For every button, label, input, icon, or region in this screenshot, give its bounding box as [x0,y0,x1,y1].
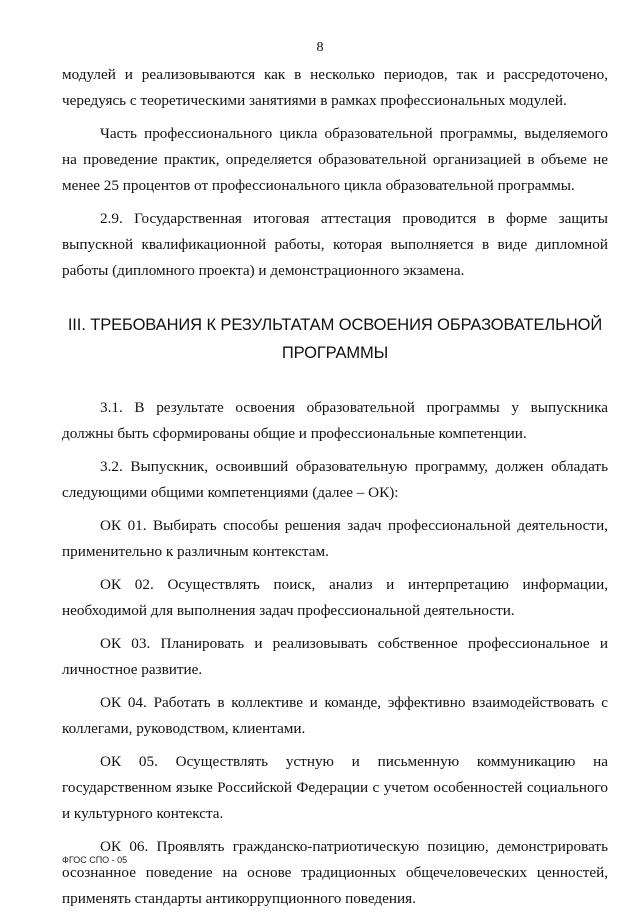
paragraph-3-2: 3.2. Выпускник, освоивший образовательную программу, должен обладать следующими общими компетенциями (далее – ОК): [62,458,608,501]
competency-ok-01: ОК 01. Выбирать способы решения задач профессиональной деятельности, применительно к различным контекстам. [62,517,608,560]
competency-ok-05: ОК 05. Осуществлять устную и письменную коммуникацию на государственном языке Российской Федерации с учетом особенностей социального и культурного контекста. [62,753,608,822]
page-number: 8 [316,40,324,55]
section-heading-line1: III. ТРЕБОВАНИЯ К РЕЗУЛЬТАТАМ ОСВОЕНИЯ ОБРАЗОВАТЕЛЬНОЙ [67,316,603,334]
competency-ok-03: ОК 03. Планировать и реализовывать собственное профессиональное и личностное развитие. [62,635,608,678]
competency-ok-02: ОК 02. Осуществлять поиск, анализ и интерпретацию информации, необходимой для выполнения задач профессиональной деятельности. [62,576,608,619]
section-heading-line2: ПРОГРАММЫ [281,344,389,362]
footer-standard-code: ФГОС СПО - 05 [62,855,128,865]
competency-ok-04: ОК 04. Работать в коллективе и команде, эффективно взаимодействовать с коллегами, руководством, клиентами. [62,694,608,737]
paragraph-3-1: 3.1. В результате освоения образовательной программы у выпускника должны быть сформированы общие и профессиональные компетенции. [62,399,608,442]
paragraph-2-9: 2.9. Государственная итоговая аттестация проводится в форме защиты выпускной квалификационной работы, которая выполняется в виде дипломной работы (дипломного проекта) и демонстрационного экзамена. [62,210,608,279]
competency-ok-06: ОК 06. Проявлять гражданско-патриотическую позицию, демонстрировать осознанное поведение на основе традиционных общечеловеческих ценностей, применять стандарты антикоррупционного поведения. [62,838,608,907]
paragraph-continuation: модулей и реализовываются как в несколько периодов, так и рассредоточено, чередуясь с теоретическими занятиями в рамках профессиональных модулей. [62,66,608,109]
section-heading [62,311,608,367]
document-body [62,62,608,912]
paragraph-practice-share: Часть профессионального цикла образовательной программы, выделяемого на проведение практик, определяется образовательной организацией в объеме не менее 25 процентов от профессионального цикла образовательной программы. [62,125,608,194]
